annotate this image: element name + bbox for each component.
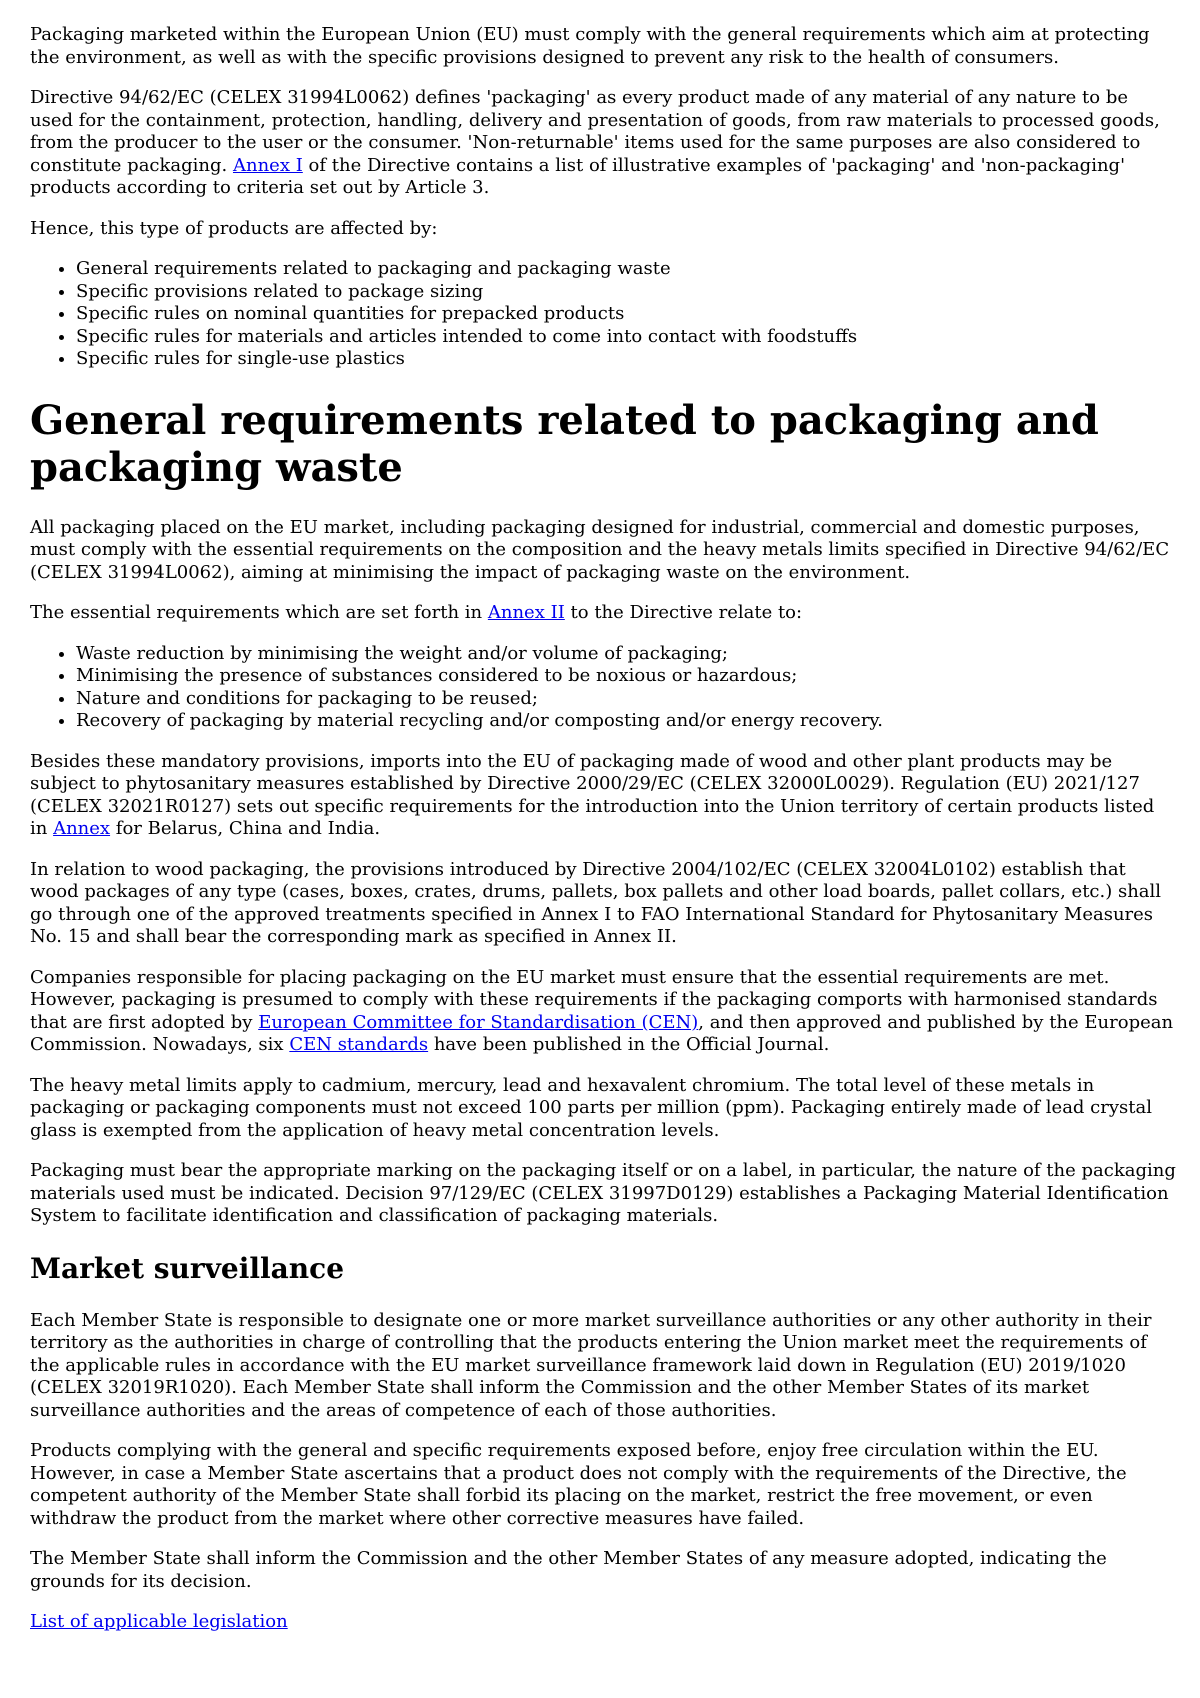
essential-requirements-list: [30, 643, 1176, 733]
list-item: • General requirements related to packaging and packaging waste: [76, 258, 1176, 281]
list-item: • Recovery of packaging by material recycling and/or composting and/or energy recovery.: [76, 710, 1176, 733]
list-item: • Minimising the presence of substances considered to be noxious or hazardous;: [76, 665, 1176, 688]
market-paragraph-3: The Member State shall inform the Commission and the other Member States of any measure adopted, indicating the grounds for its decision.: [30, 1548, 1107, 1592]
general-paragraph-2-text-end: to the Directive relate to:: [564, 602, 803, 623]
document-page: [30, 24, 1176, 1652]
legislation-link-paragraph: [30, 1611, 1176, 1634]
general-paragraph-5-text: Companies responsible for placing packaging on the EU market must ensure that the essential requirements are met. However, packaging is presumed to comply with these requirements if the packaging comports with harmonised standards that are first adopted by: [30, 966, 1158, 1033]
list-item: • Specific provisions related to package sizing: [76, 281, 1176, 304]
annex-ii-link[interactable]: Annex II: [487, 602, 565, 623]
list-item: • Specific rules for single-use plastics: [76, 348, 1176, 371]
general-requirements-heading: General requirements related to packaging and packaging waste: [30, 396, 1099, 491]
general-paragraph-3-text: Besides these mandatory provisions, imports into the EU of packaging made of wood and other plant products may be subject to phytosanitary measures established by Directive 2000/29/EC (CELEX 32000L0029). Regulation (EU) 2021/127 (CELEX 32021R0127) sets out specific requirements for the introduction into the Union territory of certain products listed in: [30, 750, 1155, 839]
affected-by-list: [30, 258, 1176, 371]
general-paragraph-2-text: The essential requirements which are set forth in: [30, 602, 488, 623]
applicable-legislation-link[interactable]: List of applicable legislation: [30, 1611, 288, 1632]
general-paragraph-7: Packaging must bear the appropriate marking on the packaging itself or on a label, in particular, the nature of the packaging materials used must be indicated. Decision 97/129/EC (CELEX 31997D0129) establishes a Packaging Material Identification System to facilitate identification and classification of packaging materials.: [30, 1160, 1176, 1226]
market-surveillance-heading: Market surveillance: [30, 1251, 345, 1285]
general-paragraph-5-text-middle: , and then approved and published by the European Commission. Nowadays, six: [30, 1011, 1174, 1055]
intro-paragraph-2-text-end: of the Directive contains a list of illustrative examples of 'packaging' and 'non-packaging' products according to criteria set out by Article 3.: [30, 154, 1126, 198]
intro-paragraph-2: [30, 87, 1176, 200]
list-item: • Specific rules for materials and articles intended to come into contact with foodstuffs: [76, 326, 1176, 349]
cen-standards-link[interactable]: CEN standards: [289, 1034, 429, 1055]
general-paragraph-4: In relation to wood packaging, the provisions introduced by Directive 2004/102/EC (CELEX 32004L0102) establish that wood packages of any type (cases, boxes, crates, drums, pallets, box pallets and other load boards, pallet collars, etc.) shall go through one of the approved treatments specified in Annex I to FAO International Standard for Phytosanitary Measures No. 15 and shall bear the corresponding mark as specified in Annex II.: [30, 858, 1162, 947]
annex-i-link[interactable]: Annex I: [232, 154, 303, 176]
general-paragraph-5: [30, 967, 1176, 1057]
list-item: • Waste reduction by minimising the weight and/or volume of packaging;: [76, 643, 1176, 666]
intro-paragraph-2-text: Directive 94/62/EC (CELEX 31994L0062) defines 'packaging' as every product made of any material of any nature to be used for the containment, protection, handling, delivery and presentation of goods, from raw materials to processed goods, from the producer to the user or the consumer. 'Non-returnable' items used for the same purposes are also considered to constitute packaging.: [30, 87, 1160, 176]
general-paragraph-2: [30, 602, 1176, 625]
general-paragraph-3: [30, 751, 1176, 841]
general-paragraph-3-text-end: for Belarus, China and India.: [110, 818, 381, 839]
general-paragraph-1: All packaging placed on the EU market, including packaging designed for industrial, commercial and domestic purposes, must comply with the essential requirements on the composition and the heavy metals limits specified in Directive 94/62/EC (CELEX 31994L0062), aiming at minimising the impact of packaging waste on the environment.: [30, 516, 1170, 583]
cen-link[interactable]: European Committee for Standardisation (CEN): [258, 1011, 699, 1033]
list-item: • Specific rules on nominal quantities for prepacked products: [76, 303, 1176, 326]
intro-paragraph-1: Packaging marketed within the European Union (EU) must comply with the general requirements which aim at protecting the environment, as well as with the specific provisions designed to prevent any risk to the health of consumers.: [30, 24, 1150, 68]
annex-link[interactable]: Annex: [53, 818, 111, 839]
market-paragraph-1: Each Member State is responsible to designate one or more market surveillance authorities or any other authority in their territory as the authorities in charge of controlling that the products entering the Union market meet the requirements of the applicable rules in accordance with the EU market surveillance framework laid down in Regulation (EU) 2019/1020 (CELEX 32019R1020). Each Member State shall inform the Commission and the other Member States of its market surveillance authorities and the areas of competence of each of those authorities.: [30, 1309, 1152, 1421]
market-paragraph-2: Products complying with the general and specific requirements exposed before, enjoy free circulation within the EU. However, in case a Member State ascertains that a product does not comply with the requirements of the Directive, the competent authority of the Member State shall forbid its placing on the market, restrict the free movement, or even withdraw the product from the market where other corrective measures have failed.: [30, 1440, 1127, 1529]
general-paragraph-6: The heavy metal limits apply to cadmium, mercury, lead and hexavalent chromium. The total level of these metals in packaging or packaging components must not exceed 100 parts per million (ppm). Packaging entirely made of lead crystal glass is exempted from the application of heavy metal concentration levels.: [30, 1074, 1152, 1141]
intro-paragraph-3: Hence, this type of products are affected by:: [30, 217, 438, 239]
general-paragraph-5-text-end: have been published in the Official Journal.: [428, 1034, 830, 1055]
list-item: • Nature and conditions for packaging to be reused;: [76, 688, 1176, 711]
